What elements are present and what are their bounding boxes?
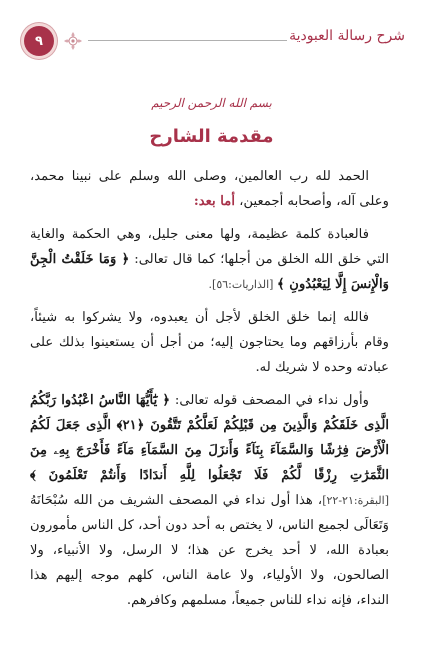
section-title: مقدمة الشارح: [149, 126, 274, 147]
floral-ornament-icon: [60, 30, 86, 52]
book-title: شرح رسالة العبودية: [289, 28, 405, 44]
paragraph-4: [30, 388, 389, 613]
page-header: [18, 26, 405, 66]
page-body: [30, 164, 389, 621]
paragraph-text: فالعبادة كلمة عظيمة، ولها معنى جليل، وهي الحكمة والغاية التي خلق الله الخلق من أجلها؛ كما قال تعالى:: [30, 227, 389, 267]
paragraph-text: ، هذا أول نداء في المصحف الشريف من الله سُبْحَانَهُ وَتَعَالَى لجميع الناس، لا يختص به أحد دون أحد، كل الناس مأمورون بعبادة الله، لا أحد يخرج عن هذا؛ لا الرسل، ولا الأنبياء، ولا الصالحون، ولا الأولياء، ولا عامة الناس، كلهم موجه إليهم هذا النداء، فإنه نداء للناس جميعاً، مسلمهم وكافرهم.: [30, 493, 389, 608]
verse-citation: [الذاريات:٥٦].: [208, 278, 277, 291]
paragraph-text: الحمد لله رب العالمين، وصلى الله وسلم على نبينا محمد، وعلى آله، وأصحابه أجمعين،: [30, 169, 389, 209]
page-number-badge: ٩: [24, 26, 54, 56]
paragraph-1: [30, 164, 389, 214]
paragraph-2: [30, 222, 389, 297]
paragraph-3: فالله إنما خلق الخلق لأجل أن يعبدوه، ولا يشركوا به شيئاً، وقام بأرزاقهم وما يحتاجون إليه؛ من أجل أن يستعينوا بذلك على عبادته وحده لا شريك له.: [30, 310, 389, 375]
basmala: بسم الله الرحمن الرحيم: [151, 96, 272, 110]
verse-citation: [البقرة:٢١-٢٢]: [322, 494, 389, 507]
header-divider: [88, 40, 287, 41]
quran-verse: ﴿ يَٰٓأَيُّهَا النَّاسُ اعْبُدُوا رَبَّكُمُ الَّذِى خَلَقَكُمْ وَالَّذِينَ مِن قَبْلِكُمْ لَعَلَّكُمْ تَتَّقُونَ ﴿٢١﴾ الَّذِى جَعَلَ لَكُمُ الْأَرْضَ فِرَٰشًا وَالسَّمَآءَ بِنَآءً وَأَنزَلَ مِنَ السَّمَآءِ مَآءً فَأَخْرَجَ بِهِۦ مِنَ الثَّمَرَٰتِ رِزْقًا لَّكُمْ فَلَا تَجْعَلُوا لِلَّهِ أَندَادًا وَأَنتُمْ تَعْلَمُونَ ﴾: [30, 393, 390, 483]
paragraph-text: وأول نداء في المصحف قوله تعالى:: [170, 393, 369, 408]
quran-verse: ﴿ وَمَا خَلَقْتُ الْجِنَّ وَالْإِنسَ إِلَّا لِيَعْبُدُونِ ﴾: [30, 252, 389, 292]
amma-badu-label: أما بعد:: [193, 194, 236, 209]
